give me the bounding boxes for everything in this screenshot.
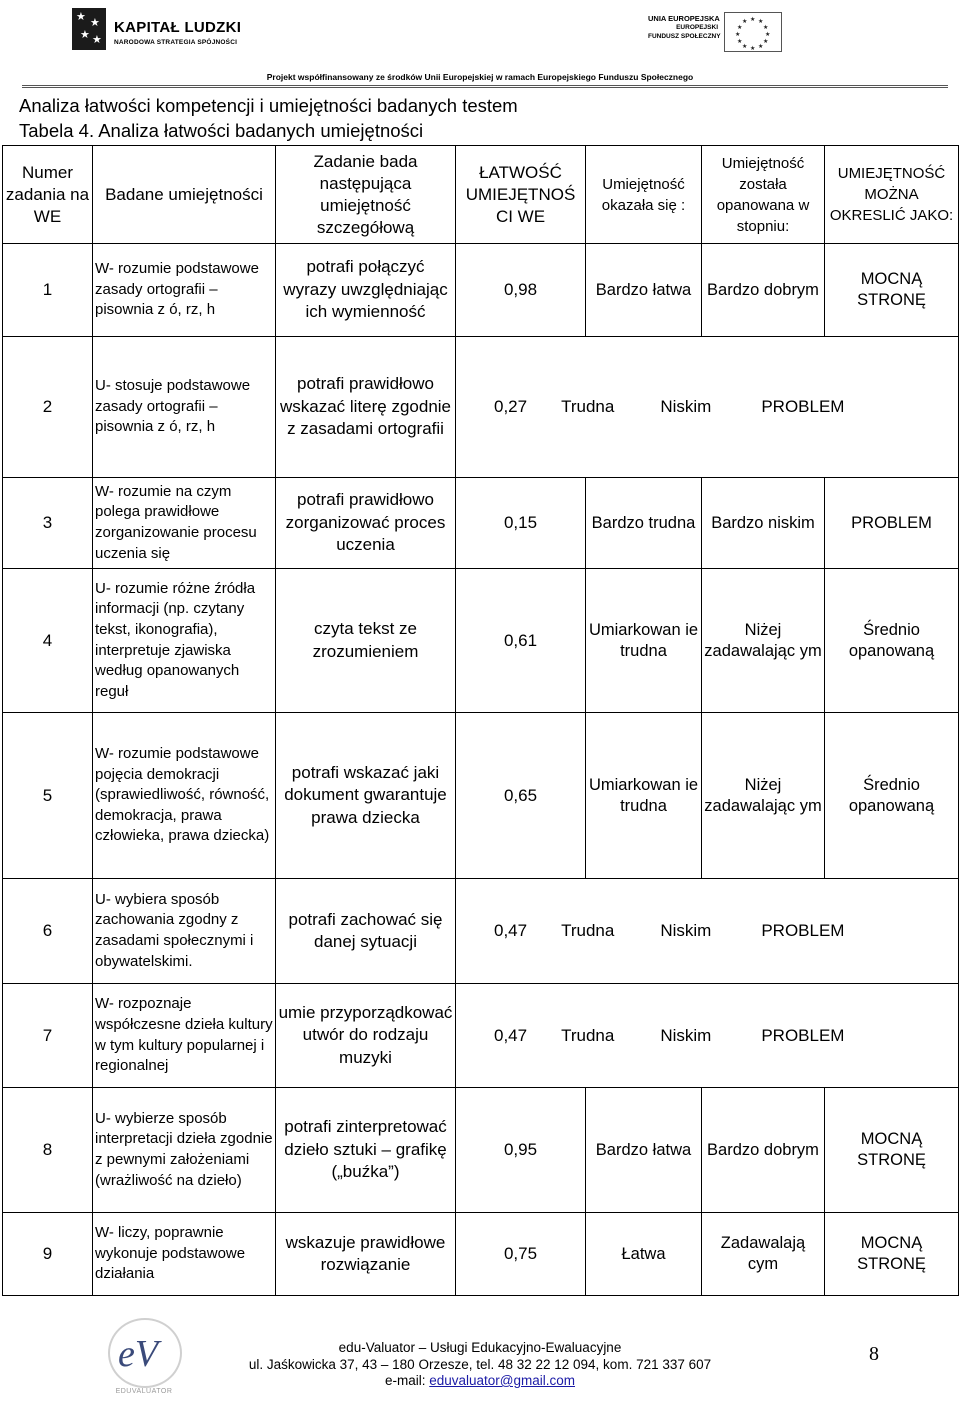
project-note: Projekt współfinansowany ze środków Unii Europejskiej w ramach Europejskiego Funduszu Społecznego <box>266 72 694 82</box>
page-header <box>0 0 960 92</box>
cell-capability: MOCNĄ STRONĘ <box>825 1088 959 1213</box>
cell-degree: Bardzo niskim <box>702 478 825 569</box>
cell-task: potrafi zachować się danej sytuacji <box>276 879 456 984</box>
footer-mail-label: e-mail: <box>384 1373 430 1388</box>
eu-line-1: UNIA EUROPEJSKA <box>648 14 720 23</box>
cell-ease: 0,75 <box>456 1213 586 1296</box>
cell-task: wskazuje prawidłowe rozwiązanie <box>276 1213 456 1296</box>
header-degree: Umiejętność została opanowana w stopniu: <box>702 146 825 244</box>
header-divider <box>22 85 948 88</box>
skills-table <box>2 145 959 1296</box>
cell-capability: PROBLEM <box>761 921 845 940</box>
page-title: Analiza łatwości kompetencji i umiejętności badanych testem <box>19 95 518 116</box>
cell-num: 5 <box>3 713 93 879</box>
cell-task: czyta tekst ze zrozumieniem <box>276 569 456 713</box>
cell-combined-values <box>456 984 959 1088</box>
cell-skill: U- stosuje podstawowe zasady ortografii –pisownia z ó, rz, h <box>93 337 276 478</box>
cell-ease: 0,27 <box>494 397 528 416</box>
eu-flag-icon: ★ ★ ★ ★ ★ ★ ★ ★ ★ ★ ★ ★ <box>724 12 782 52</box>
cell-skill: W- rozumie podstawowe zasady ortografii –pisownia z ó, rz, h <box>93 244 276 337</box>
kapital-ludzki-star-icon: ★ ★ ★ ★ <box>72 8 106 50</box>
cell-skill: W- rozpoznaje współczesne dzieła kultury w tym kultury popularnej i regionalnej <box>93 984 276 1088</box>
cell-degree: Bardzo dobrym <box>702 1088 825 1213</box>
cell-num: 6 <box>3 879 93 984</box>
page-number: 8 <box>869 1343 879 1365</box>
table-row <box>3 984 959 1088</box>
cell-capability: PROBLEM <box>761 1025 845 1045</box>
cell-degree: Zadawalają cym <box>702 1213 825 1296</box>
cell-task: potrafi zinterpretować dzieło sztuki – grafikę („buźka”) <box>276 1088 456 1213</box>
cell-ease: 0,98 <box>456 244 586 337</box>
header-skill: Badane umiejętności <box>93 146 276 244</box>
cell-combined-values <box>456 337 959 478</box>
kapital-ludzki-subtitle: NARODOWA STRATEGIA SPÓJNOŚCI <box>114 39 238 46</box>
cell-combined-values <box>456 879 959 984</box>
cell-degree: Niżej zadawalając ym <box>702 713 825 879</box>
cell-level: Trudna <box>561 1025 615 1045</box>
cell-task: potrafi wskazać jaki dokument gwarantuje prawa dziecka <box>276 713 456 879</box>
cell-capability: Średnio opanowaną <box>825 569 959 713</box>
cell-num: 2 <box>3 337 93 478</box>
cell-skill: U- rozumie różne źródła informacji (np. czytany tekst, ikonografia), interpretuje zjawiska według opanowanych reguł <box>93 569 276 713</box>
cell-ease: 0,95 <box>456 1088 586 1213</box>
cell-level: Bardzo łatwa <box>586 244 702 337</box>
eduvaluator-logo <box>104 1318 184 1402</box>
table-row <box>3 1213 959 1296</box>
table-header-row <box>3 146 959 244</box>
eu-logo <box>648 12 788 52</box>
cell-task: potrafi prawidłowo zorganizować proces uczenia <box>276 478 456 569</box>
table-row <box>3 478 959 569</box>
footer-line-2: ul. Jaśkowicka 37, 43 – 180 Orzesze, tel. 48 32 22 12 094, kom. 721 337 607 <box>248 1356 712 1372</box>
cell-task: umie przyporządkować utwór do rodzaju muzyki <box>276 984 456 1088</box>
table-row <box>3 1088 959 1213</box>
cell-level: Trudna <box>561 921 615 940</box>
eu-logo-text <box>648 14 721 41</box>
cell-skill: W- liczy, poprawnie wykonuje podstawowe działania <box>93 1213 276 1296</box>
footer-line-1: edu-Valuator – Usługi Edukacyjno-Ewaluacyjne <box>338 1340 622 1355</box>
cell-ease: 0,15 <box>456 478 586 569</box>
eu-line-3: FUNDUSZ SPOŁECZNY <box>648 33 721 40</box>
cell-capability: Średnio opanowaną <box>825 713 959 879</box>
cell-num: 9 <box>3 1213 93 1296</box>
table-row <box>3 337 959 478</box>
cell-num: 7 <box>3 984 93 1088</box>
header-level: Umiejętność okazała się : <box>586 146 702 244</box>
cell-skill: W- rozumie podstawowe pojęcia demokracji (sprawiedliwość, równość, demokracja, prawa człowieka, prawa dziecka) <box>93 713 276 879</box>
cell-ease: 0,61 <box>456 569 586 713</box>
cell-skill: U- wybierze sposób interpretacji dzieła zgodnie z pewnymi założeniami (wrażliwość na dzieło) <box>93 1088 276 1213</box>
header-num: Numer zadania na WE <box>3 146 93 244</box>
cell-degree: Niżej zadawalając ym <box>702 569 825 713</box>
cell-capability: MOCNĄ STRONĘ <box>825 1213 959 1296</box>
cell-num: 4 <box>3 569 93 713</box>
table-row <box>3 569 959 713</box>
kapital-ludzki-logo <box>72 8 262 52</box>
cell-level: Umiarkowan ie trudna <box>586 713 702 879</box>
cell-degree: Niskim <box>660 921 712 940</box>
cell-level: Bardzo trudna <box>586 478 702 569</box>
cell-ease: 0,47 <box>494 1025 528 1045</box>
kapital-ludzki-title: KAPITAŁ LUDZKI <box>114 19 242 36</box>
table-row <box>3 713 959 879</box>
cell-num: 1 <box>3 244 93 337</box>
table-row <box>3 244 959 337</box>
table-row <box>3 879 959 984</box>
cell-level: Trudna <box>561 397 615 416</box>
cell-level: Bardzo łatwa <box>586 1088 702 1213</box>
eu-line-2: EUROPEJSKI <box>676 24 718 31</box>
cell-degree: Niskim <box>660 1025 712 1045</box>
cell-task: potrafi połączyć wyrazy uwzględniając ich wymienność <box>276 244 456 337</box>
cell-capability: PROBLEM <box>825 478 959 569</box>
cell-skill: U- wybiera sposób zachowania zgodny z zasadami społecznymi i obywatelskimi. <box>93 879 276 984</box>
cell-ease: 0,47 <box>494 921 528 940</box>
table-caption: Tabela 4. Analiza łatwości badanych umiejętności <box>19 120 424 141</box>
cell-num: 3 <box>3 478 93 569</box>
logo-name: EDUVALUATOR <box>115 1388 173 1395</box>
footer-contact <box>200 1340 760 1390</box>
cell-num: 8 <box>3 1088 93 1213</box>
cell-ease: 0,65 <box>456 713 586 879</box>
cell-task: potrafi prawidłowo wskazać literę zgodnie z zasadami ortografii <box>276 337 456 478</box>
cell-level: Łatwa <box>586 1213 702 1296</box>
cell-level: Umiarkowan ie trudna <box>586 569 702 713</box>
header-ease: ŁATWOŚĆ UMIEJĘTNOŚ CI WE <box>456 146 586 244</box>
ev-monogram-icon: eV <box>118 1333 159 1375</box>
cell-capability: MOCNĄ STRONĘ <box>825 244 959 337</box>
cell-degree: Bardzo dobrym <box>702 244 825 337</box>
header-task: Zadanie bada następująca umiejętność szczegółową <box>276 146 456 244</box>
cell-capability: PROBLEM <box>761 397 845 416</box>
cell-degree: Niskim <box>660 397 712 416</box>
header-capability: UMIEJĘTNOŚĆ MOŻNA OKRESLIĆ JAKO: <box>825 146 959 244</box>
footer-line-3 <box>200 1373 760 1390</box>
footer-email-link[interactable]: eduvaluator@gmail.com <box>429 1373 576 1388</box>
cell-skill: W- rozumie na czym polega prawidłowe zorganizowanie procesu uczenia się <box>93 478 276 569</box>
